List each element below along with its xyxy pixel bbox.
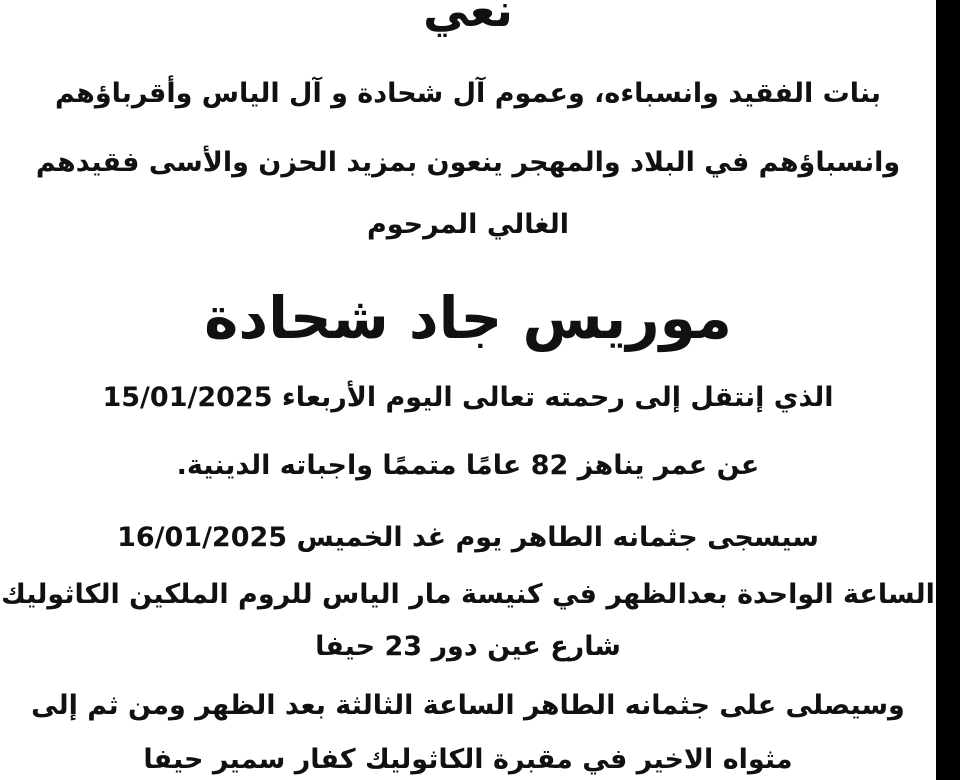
black-border bbox=[936, 0, 960, 780]
deceased-name: موريس جاد شحادة bbox=[204, 284, 732, 352]
death-date-line: الذي إنتقل إلى رحمته تعالى اليوم الأربعاء 15/01/2025 bbox=[102, 382, 834, 413]
church-line: الساعة الواحدة بعدالظهر في كنيسة مار الياس للروم الملكين الكاثوليك bbox=[1, 579, 935, 610]
burial-line: مثواه الاخير في مقبرة الكاثوليك كفار سمير حيفا bbox=[143, 744, 793, 775]
intro-line-3: الغالي المرحوم bbox=[366, 209, 570, 240]
prayer-line: وسيصلى على جثمانه الطاهر الساعة الثالثة بعد الظهر ومن ثم إلى bbox=[31, 690, 905, 721]
age-line: عن عمر يناهز 82 عامًا متممًا واجباته الدينية. bbox=[176, 450, 760, 481]
viewing-date-line: سيسجى جثمانه الطاهر يوم غد الخميس 16/01/2025 bbox=[117, 522, 819, 553]
intro-line-2: وانسباؤهم في البلاد والمهجر ينعون بمزيد الحزن والأسى فقيدهم bbox=[35, 147, 901, 178]
intro-line-1: بنات الفقيد وانسباءه، وعموم آل شحادة و آل الياس وأقرباؤهم bbox=[54, 78, 882, 109]
address-line: شارع عين دور 23 حيفا bbox=[315, 631, 621, 662]
notice-heading: نعي bbox=[423, 0, 513, 37]
